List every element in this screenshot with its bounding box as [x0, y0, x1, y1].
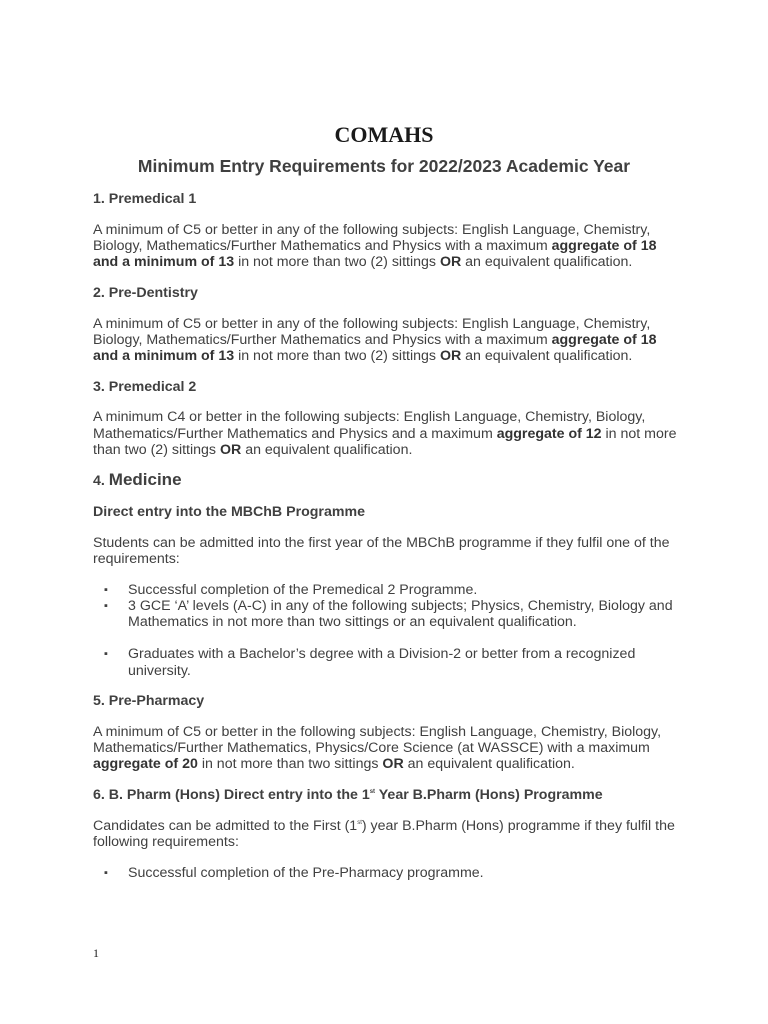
text-run: in not more than two sittings	[197, 756, 383, 773]
text-run: 6. B. Pharm (Hons) Direct entry into the 1	[93, 787, 370, 804]
text-bold: aggregate of 18 and a minimum of 13	[93, 237, 657, 271]
text-bold: OR	[439, 347, 462, 364]
bpharm-requirements-list	[93, 865, 683, 881]
section-text-medicine-intro: Students can be admitted into the first year of the MBChB programme if they fulfil one of the requirements:	[93, 534, 670, 568]
text-run: an equivalent qualification.	[403, 756, 575, 773]
medicine-requirements-list-cont	[93, 646, 683, 678]
section-heading-premedical-2: 3. Premedical 2	[93, 378, 197, 395]
text-run: ) year B.Pharm (Hons) programme if they fulfil the following requirements:	[93, 817, 675, 850]
text-run: Candidates can be admitted to the First (1	[93, 817, 358, 834]
text-bold: OR	[382, 756, 404, 773]
text-bold: aggregate of 12	[496, 425, 602, 442]
text-run: Year B.Pharm (Hons) Programme	[375, 787, 603, 804]
text-run: A minimum of C5 or better in any of the following subjects: English Language, Chemistry, Biology, Mathematics/Further Mathematics and Physics with a maximum	[93, 221, 651, 254]
document-title: COMAHS	[334, 122, 434, 147]
text-bold: aggregate of 20	[93, 756, 198, 773]
text-bold: OR	[439, 254, 462, 271]
section-text-bpharm-intro	[93, 818, 683, 850]
text-run: an equivalent qualification.	[461, 254, 633, 271]
text-bold: OR	[219, 441, 242, 458]
section-heading-pre-pharmacy: 5. Pre-Pharmacy	[93, 693, 205, 710]
text-run: A minimum of C5 or better in the following subjects: English Language, Chemistry, Biology, Mathematics/Further Mathematics, Physics/Core Science (at WASSCE) with a maximum	[93, 723, 662, 757]
text-run: in not more than two (2) sittings	[234, 347, 440, 364]
list-item: ▪ Successful completion of the Premedical 2 Programme.	[93, 582, 683, 598]
text-run: an equivalent qualification.	[241, 441, 413, 458]
section-number: 4.	[93, 473, 109, 490]
section-title: Medicine	[108, 470, 182, 490]
medicine-requirements-list	[93, 582, 683, 631]
section-text-pre-dentistry	[93, 316, 683, 365]
list-item: ▪ 3 GCE ‘A’ levels (A-C) in any of the following subjects; Physics, Chemistry, Biology and Mathematics in not more than two sittings or an equivalent qualification.	[93, 598, 683, 630]
section-heading-medicine	[93, 472, 683, 489]
section-heading-bpharm	[93, 787, 683, 803]
text-run: A minimum of C5 or better in any of the following subjects: English Language, Chemistry, Biology, Mathematics/Further Mathematics and Physics with a maximum	[93, 315, 651, 348]
section-text-pre-pharmacy	[93, 724, 683, 773]
list-item: ▪ Successful completion of the Pre-Pharmacy programme.	[93, 865, 683, 881]
page-number: 1	[93, 946, 99, 960]
text-bold: aggregate of 18 and a minimum of 13	[93, 331, 657, 364]
document-subtitle: Minimum Entry Requirements for 2022/2023 Academic Year	[137, 156, 631, 176]
section-heading-premedical-1: 1. Premedical 1	[93, 191, 197, 207]
list-item: ▪ Graduates with a Bachelor’s degree with a Division-2 or better from a recognized university.	[93, 646, 683, 678]
text-run: in not more than two (2) sittings	[234, 254, 440, 271]
document-body	[93, 191, 683, 881]
subheading-direct-entry-mbchb: Direct entry into the MBChB Programme	[93, 504, 365, 521]
text-run: in not more than two (2) sittings	[93, 425, 677, 458]
section-text-premedical-2	[93, 409, 683, 458]
section-text-premedical-1	[93, 222, 683, 271]
text-run: an equivalent qualification.	[461, 347, 633, 364]
superscript: st	[357, 819, 362, 826]
spacer	[93, 630, 683, 646]
section-heading-pre-dentistry: 2. Pre-Dentistry	[93, 284, 198, 301]
superscript: st	[369, 789, 376, 796]
text-run: A minimum C4 or better in the following subjects: English Language, Chemistry, Biology, Mathematics/Further Mathematics and Physics and a maximum	[93, 409, 646, 442]
